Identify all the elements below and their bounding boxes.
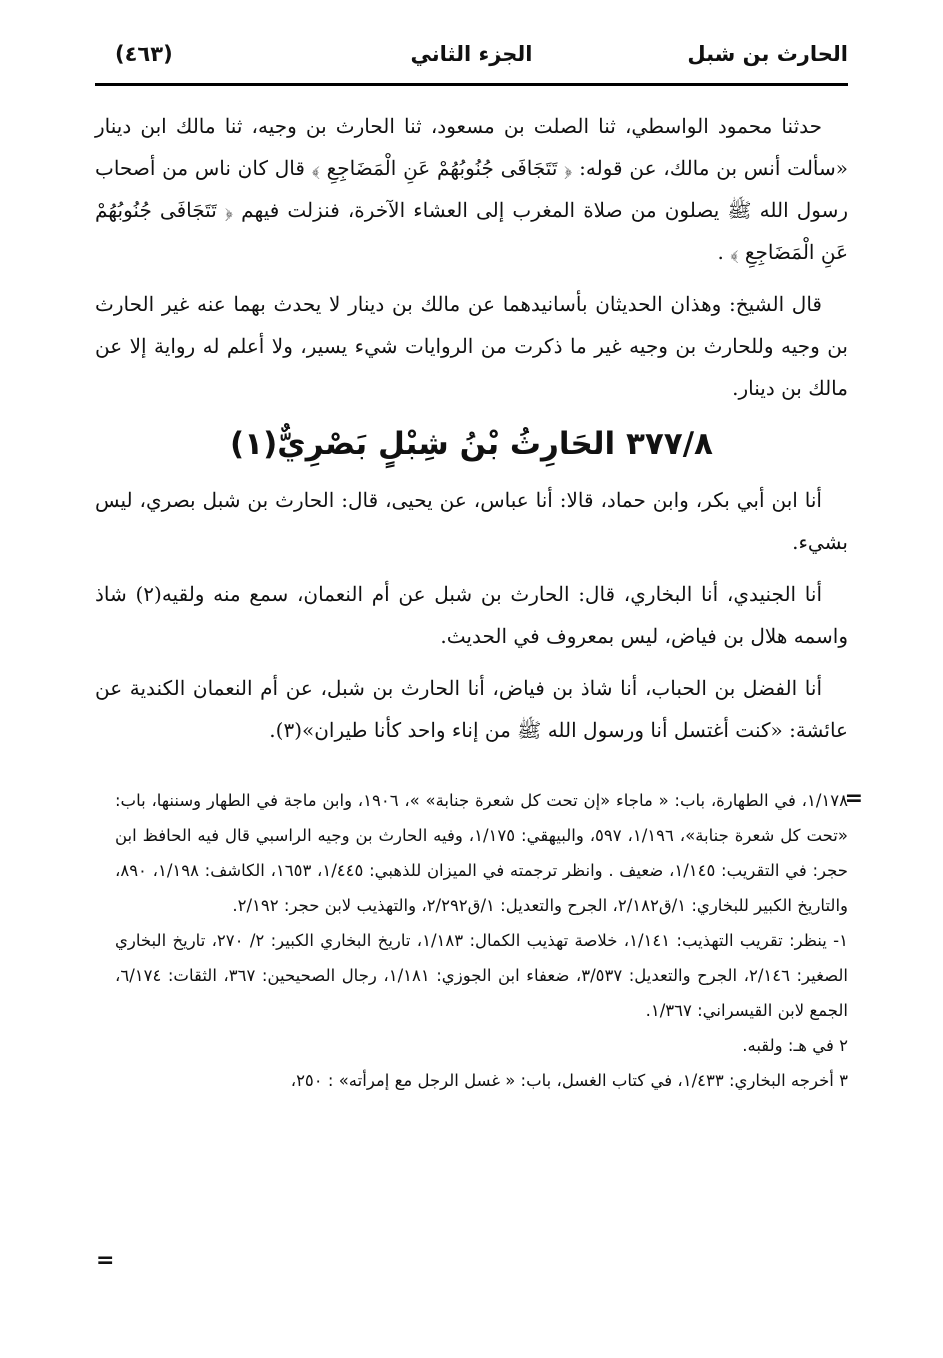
entry-heading: ٣٧٧/٨ الحَارِثُ بْنُ شِبْلٍ بَصْرِيٌّ(١) xyxy=(230,426,713,462)
footnote: ٣ أخرجه البخاري: ١/٤٣٣، في كتاب الغسل، باب: « غسل الرجل مع إمرأته» : ٢٥٠، xyxy=(290,1071,848,1090)
footnotes xyxy=(115,783,848,1098)
footnote: ١- ينظر: تقريب التهذيب: ١/١٤١، خلاصة تهذيب الكمال: ١/١٨٣، تاريخ البخاري الكبير: ٢/ ٢٧٠، تاريخ البخاري الصغير: ٢/١٤٦، الجرح والتعديل: ٣/٥٣٧، ضعفاء ابن الجوزي: ١/١٨١، رجال الصحيحين: ٣٦٧، الثقات: ٦/١٧٤، الجمع لابن القيسراني: ١/٣٦٧. xyxy=(115,931,849,1020)
footnote: ١/١٧٨، في الطهارة، باب: « ماجاء «إن تحت كل شعرة جنابة» »، ١٩٠٦، وابن ماجة في الطهار وسننها، باب: «تحت كل شعرة جنابة»، ١/١٩٦، ٥٩٧، والبيهقي: ١/١٧٥، وفيه الحارث بن وجيه الراسبي قال فيه الحافظ ابن حجر: في التقريب: ١/١٤٥، ضعيف . وانظر ترجمته في الميزان للذهبي: ١/٤٤٥، ١٦٥٣، الكاشف: ١/١٩٨، ٨٩٠، والتاريخ الكبير للبخاري: ١/ق٢/١٨٢، الجرح والتعديل: ١/ق٢/٢٩٢، والتهذيب لابن حجر: ٢/١٩٢. xyxy=(115,791,848,915)
page-end-mark: = xyxy=(96,1248,115,1273)
running-title-right: الحارث بن شبل xyxy=(687,42,848,66)
running-header xyxy=(95,42,848,82)
footnote: ٢ في هـ: ولقبه. xyxy=(742,1036,848,1055)
running-title-center: الجزء الثاني xyxy=(410,42,533,66)
paragraph: أنا الفضل بن الحباب، أنا شاذ بن فياض، أنا الحارث بن شبل، عن أم النعمان الكندية عن عائشة: «كنت أغتسل أنا ورسول الله ﷺ من إناء واحد كأنا طيران»(٣). xyxy=(95,676,848,742)
header-rule xyxy=(95,83,848,86)
footnote-continuation-mark: = xyxy=(844,786,863,811)
main-text xyxy=(95,105,848,761)
paragraph: قال الشيخ: وهذان الحديثان بأسانيدهما عن مالك بن دينار لا يحدث بهما عنه غير الحارث بن وجيه وللحارث بن وجيه غير ما ذكرت من الروايات شيء يسير، ولا أعلم له رواية إلا عن مالك بن دينار. xyxy=(95,292,848,400)
paragraph: أنا الجنيدي، أنا البخاري، قال: الحارث بن شبل عن أم النعمان، سمع منه ولقيه(٢) شاذ واسمه هلال بن فياض، ليس بمعروف في الحديث. xyxy=(95,582,848,648)
paragraph: أنا ابن أبي بكر، وابن حماد، قالا: أنا عباس، عن يحيى، قال: الحارث بن شبل بصري، ليس بشيء. xyxy=(95,488,848,554)
paragraph: حدثنا محمود الواسطي، ثنا الصلت بن مسعود، ثنا الحارث بن وجيه، ثنا مالك ابن دينار «سألت أنس بن مالك، عن قوله: ﴿ تَتَجَافَى جُنُوبُهُمْ عَنِ الْمَضَاجِعِ ﴾ قال كان ناس من أصحاب رسول الله ﷺ يصلون من صلاة المغرب إلى العشاء الآخرة، فنزلت فيهم ﴿ تَتَجَافَى جُنُوبُهُمْ عَنِ الْمَضَاجِعِ ﴾ . xyxy=(95,114,849,264)
page-number: (٤٦٣) xyxy=(115,42,173,66)
